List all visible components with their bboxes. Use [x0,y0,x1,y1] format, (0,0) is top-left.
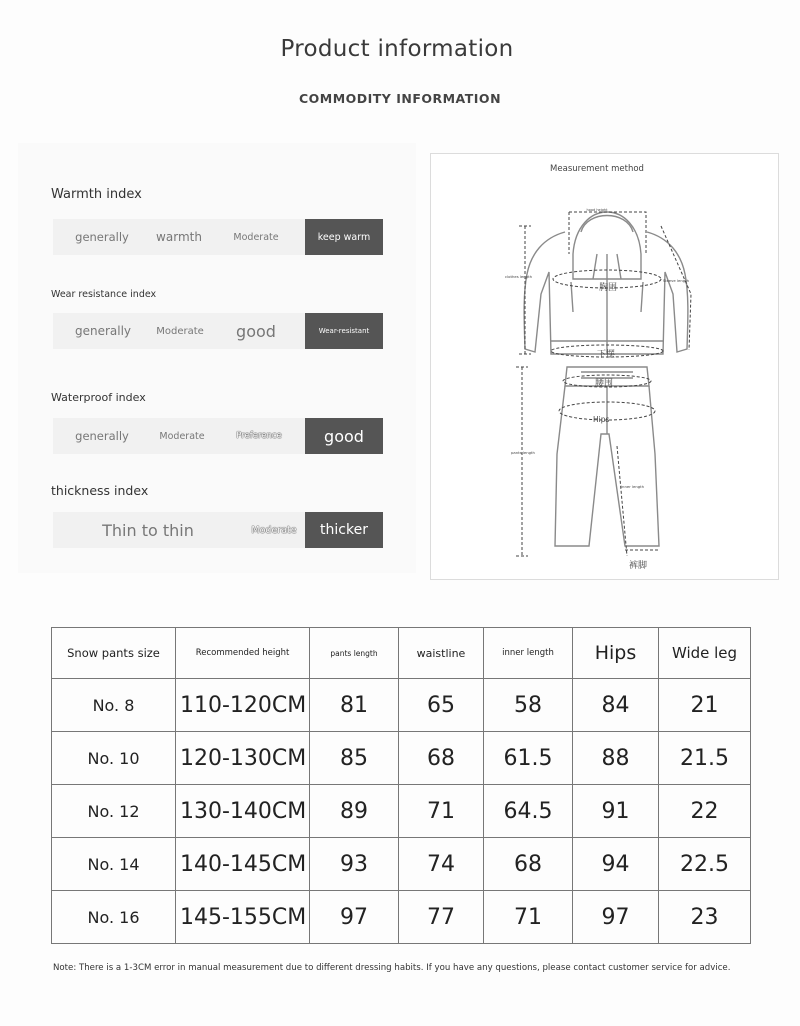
cell-wide-leg: 21.5 [659,732,751,785]
header-size: Snow pants size [52,628,176,679]
header-recommended-height: Recommended height [176,628,310,679]
cell-inner-length: 64.5 [484,785,573,838]
cell-waistline: 74 [399,838,484,891]
wear-seg-good: good [236,321,276,341]
header-pants-length: pants length [310,628,399,679]
measurement-note: Note: There is a 1-3CM error in manual measurement due to different dressing habits. If you have any questions, please contact customer service for advice. [53,963,731,973]
size-chart-table [51,627,751,944]
waterproof-seg-generally: generally [75,429,129,443]
cell-waistline: 68 [399,732,484,785]
thickness-seg-thicker: thicker [305,512,383,548]
sleeve-length-label: Sleeve length [663,278,690,283]
cell-pants-length: 97 [310,891,399,944]
warmth-seg-warmth: warmth [156,230,202,244]
cell-size: No. 14 [52,838,176,891]
inner-length-label: inner length [621,484,645,489]
cell-size: No. 12 [52,785,176,838]
table-row [52,732,751,785]
cell-wide-leg: 23 [659,891,751,944]
cell-height: 145-155CM [176,891,310,944]
waterproof-seg-moderate: Moderate [159,430,205,442]
wear-resistance-index-label: Wear resistance index [51,289,157,300]
cell-hips: 88 [573,732,659,785]
cell-pants-length: 89 [310,785,399,838]
thickness-seg-moderate: Moderate [251,524,297,536]
waterproof-index-bar [53,418,383,454]
diagram-title: Measurement method [550,164,644,174]
index-panel-background [18,143,416,573]
cell-height: 120-130CM [176,732,310,785]
wear-resistance-index-bar [53,313,383,349]
cell-hips: 94 [573,838,659,891]
cell-hips: 97 [573,891,659,944]
cell-size: No. 10 [52,732,176,785]
cell-inner-length: 61.5 [484,732,573,785]
cell-height: 130-140CM [176,785,310,838]
cell-inner-length: 58 [484,679,573,732]
table-header-row [52,628,751,679]
thickness-index-label: thickness index [51,483,149,498]
clothes-length-label: clothes length [505,274,532,279]
warmth-index-label: Warmth index [51,187,142,202]
cell-wide-leg: 21 [659,679,751,732]
header-inner-length: inner length [484,628,573,679]
header-waistline: waistline [399,628,484,679]
cell-wide-leg: 22.5 [659,838,751,891]
waterproof-seg-preference: Preference [236,431,282,441]
thickness-seg-thin-to-thin: Thin to thin [102,520,194,540]
cell-waistline: 65 [399,679,484,732]
pants-outline [555,367,659,546]
waist-label: 腰围 [595,379,614,389]
warmth-seg-moderate: Moderate [233,231,279,243]
table-row [52,838,751,891]
table-row [52,891,751,944]
pants-length-label: pants length [511,450,535,455]
cell-pants-length: 93 [310,838,399,891]
cell-height: 140-145CM [176,838,310,891]
warmth-index-bar [53,219,383,255]
cell-wide-leg: 22 [659,785,751,838]
hem-label: 下摆 [597,350,616,360]
cell-size: No. 8 [52,679,176,732]
wear-seg-generally: generally [74,324,132,338]
page-subtitle: COMMODITY INFORMATION [298,91,502,106]
chest-label: 胸围 [599,283,618,293]
waterproof-seg-good: good [305,418,383,454]
header-wide-leg: Wide leg [659,628,751,679]
thickness-index-bar [53,512,383,548]
hips-label: Hips [593,415,610,424]
cell-hips: 91 [573,785,659,838]
warmth-seg-keep-warm: keep warm [305,219,383,255]
cell-hips: 84 [573,679,659,732]
cell-waistline: 77 [399,891,484,944]
measurement-diagram [430,153,779,580]
cell-pants-length: 81 [310,679,399,732]
page-title: Product information [280,36,514,62]
cell-pants-length: 85 [310,732,399,785]
warmth-seg-generally: generally [75,230,129,244]
cell-waistline: 71 [399,785,484,838]
hood-label: hood height [586,208,608,212]
snowsuit-illustration [431,154,780,581]
diagram-labels [505,208,690,571]
cell-inner-length: 71 [484,891,573,944]
cell-size: No. 16 [52,891,176,944]
table-row [52,679,751,732]
cell-height: 110-120CM [176,679,310,732]
waterproof-index-label: Waterproof index [51,391,146,404]
table-row [52,785,751,838]
wear-seg-wear-resistant: Wear-resistant [305,313,383,349]
leg-opening-label: 裤脚 [629,561,648,571]
cell-inner-length: 68 [484,838,573,891]
wear-seg-moderate: Moderate [156,325,204,337]
header-hips: Hips [573,628,659,679]
